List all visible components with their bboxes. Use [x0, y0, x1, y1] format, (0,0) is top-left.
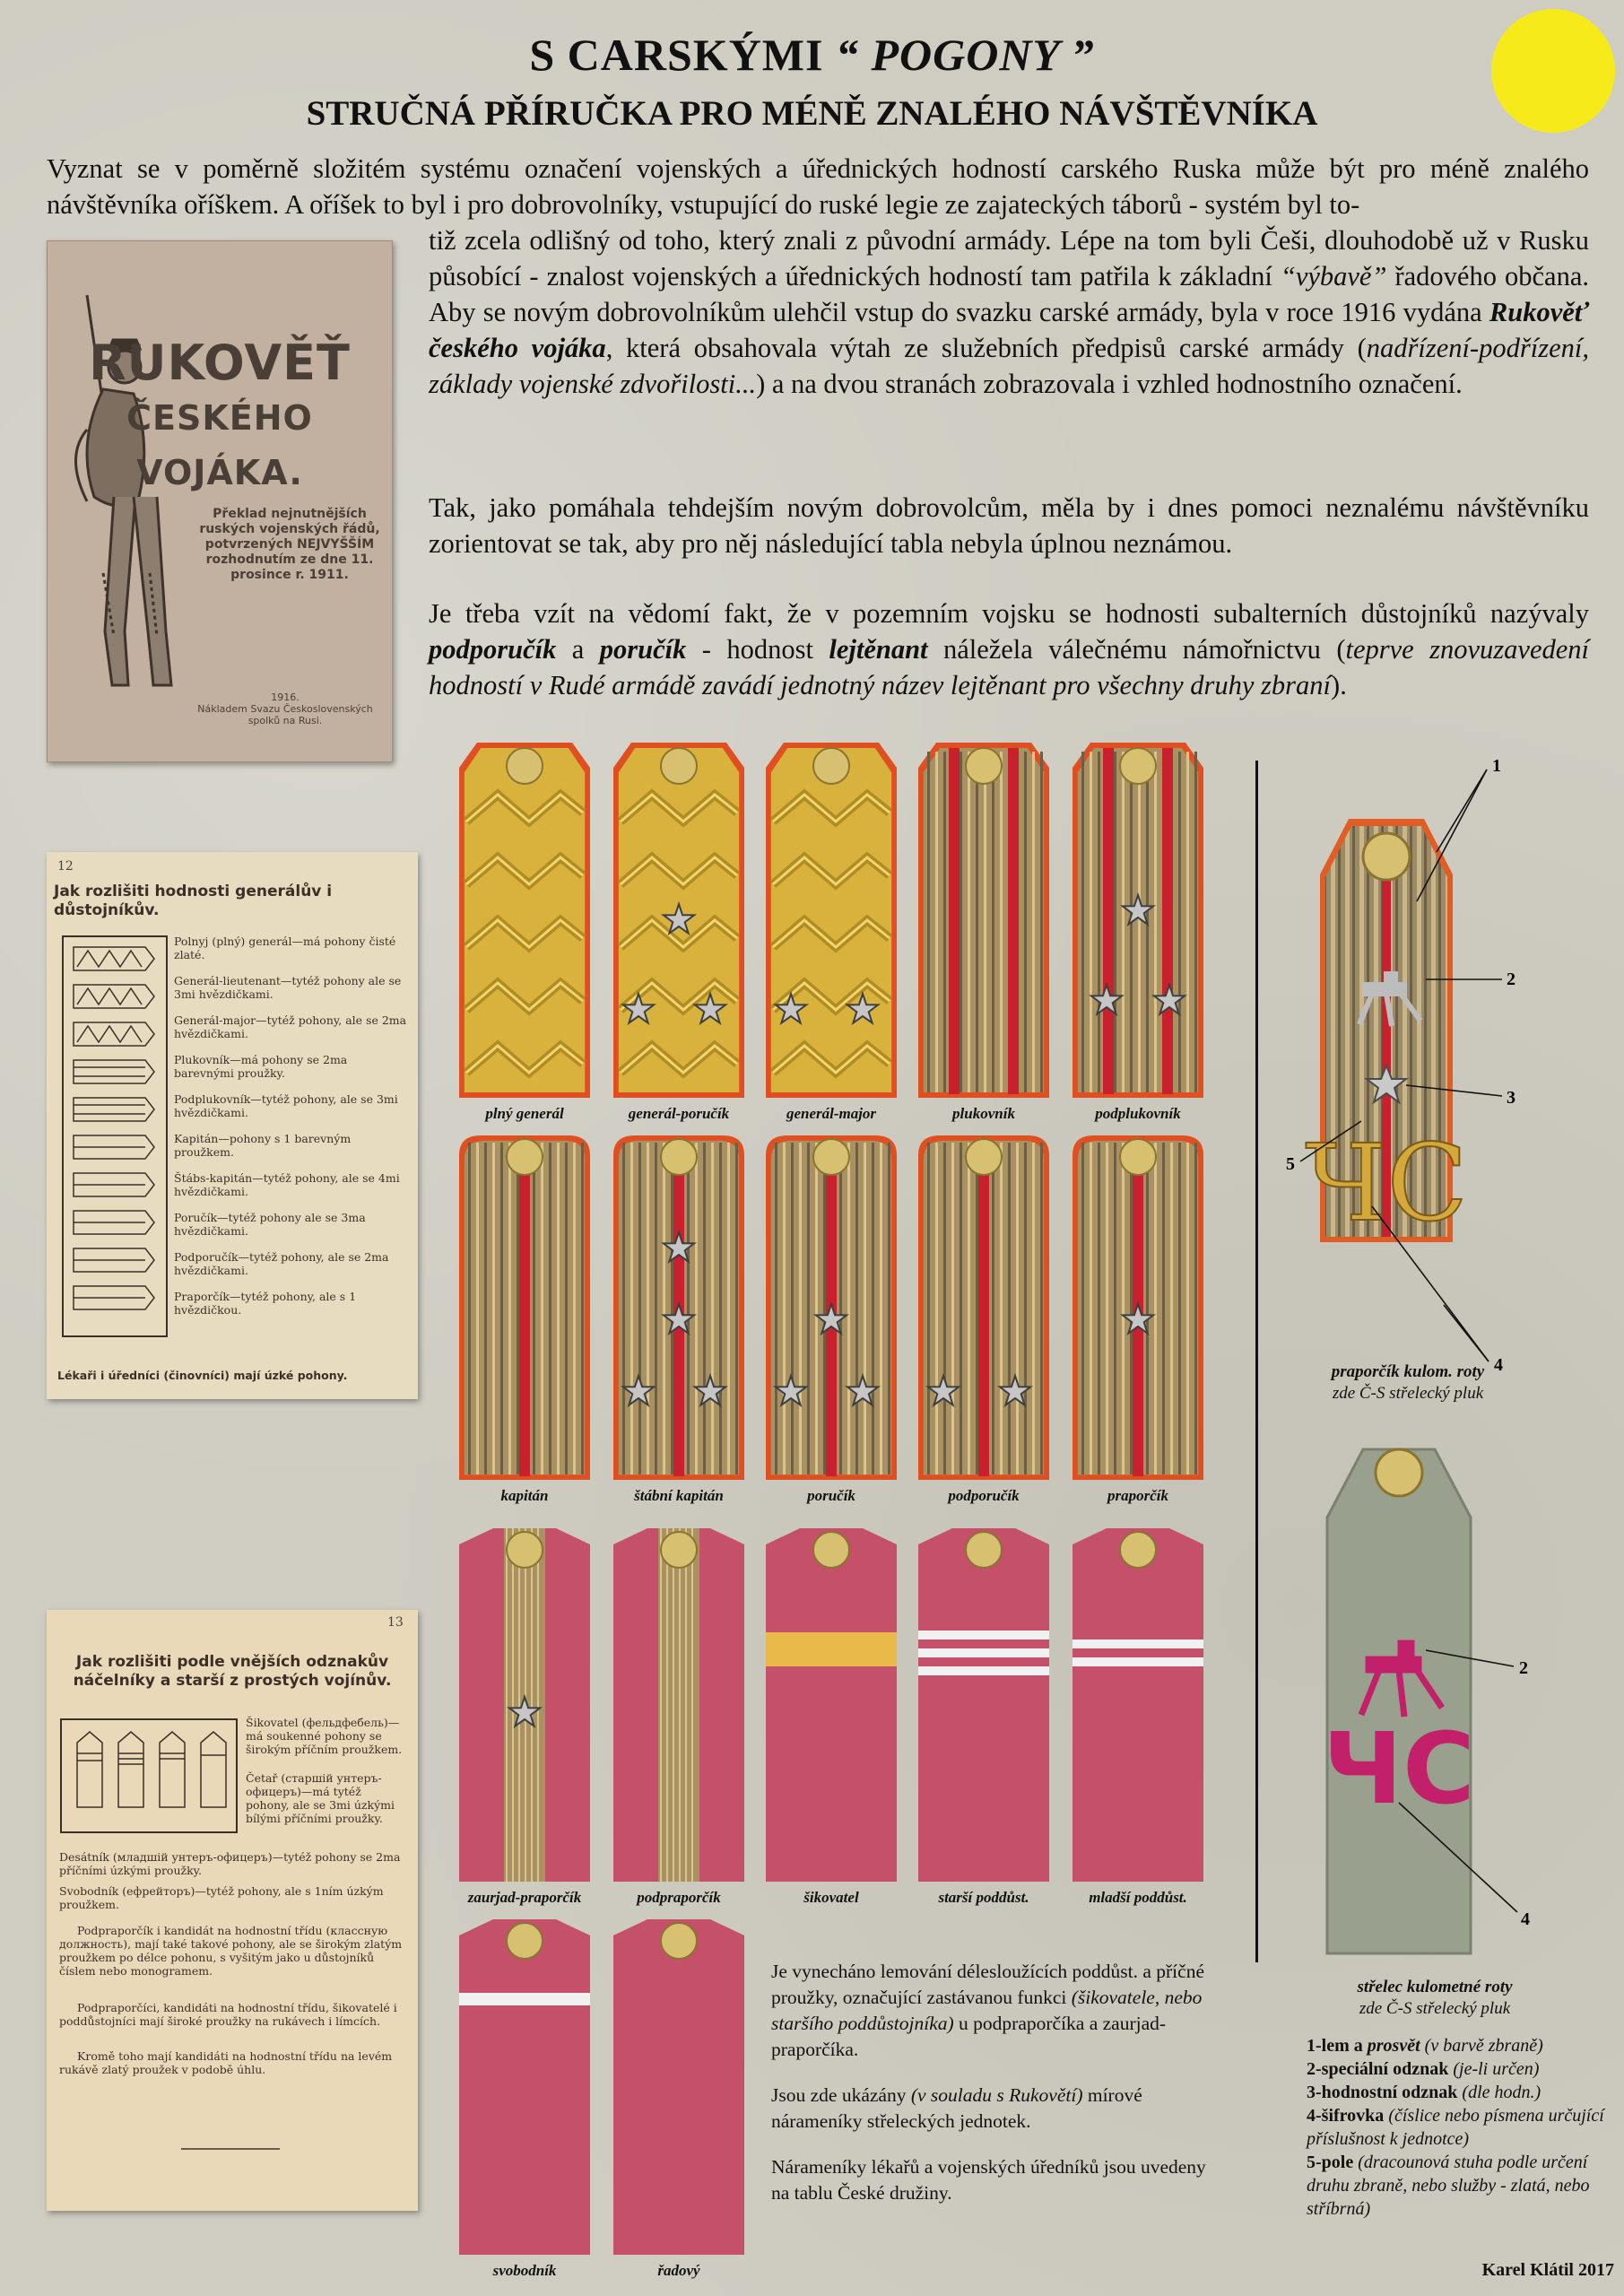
button-icon — [507, 1532, 543, 1568]
epaulette — [457, 1916, 592, 2257]
page13-line: Podpraporčík i kandidát na hodnostní třídu (классную должность), mají také takové pohony, ale se širokým zlatým proužkem po délce pohonu, s vyšitým jako u důstojníků číslem nebo monogramem. — [59, 1924, 403, 1978]
detail-epaulette-praporcik — [1273, 744, 1569, 1408]
book-cover-publisher: 1916. Nákladem Svazu Československých spolků na Rusi. — [197, 691, 373, 726]
rank-label: podpraporčík — [637, 1889, 721, 1906]
intro-paragraph-1: Vyznat se v poměrně složitém systému označení vojenských a úřednických hodností carského Ruska může být pro méně znalého návštěvníka oříškem. A oříšek to byl i pro dobrovolníky, vstupující do ruské legie ze zajateckých táborů - systém byl to- — [47, 153, 1589, 220]
epaulette — [457, 741, 592, 1100]
epaulette — [457, 1525, 592, 1883]
epaulette — [764, 741, 899, 1100]
page13-line: Svobodník (ефрейторъ)—tytéž pohony, ale s 1ním úzkým proužkem. — [59, 1884, 384, 1911]
callout-1: 1 — [1492, 756, 1501, 776]
epaulette — [764, 1525, 899, 1883]
legend-item: 2-speciální odznak (je-li určen) — [1307, 2059, 1540, 2079]
button-icon — [1120, 1139, 1156, 1175]
page12-text-block — [174, 935, 409, 1318]
rank-label: zaurjad-praporčík — [467, 1889, 582, 1906]
note-paragraph: Jsou zde ukázány (v souladu s Rukovětí) mírové nárameníky střeleckých jednotek. — [771, 2084, 1142, 2132]
rank-label: svobodník — [492, 2262, 557, 2279]
epaulette — [612, 1916, 746, 2257]
epaulette-field — [1327, 1449, 1471, 1953]
rank-label: plný generál — [485, 1105, 564, 1122]
page12-line: Podporučík—tytéž pohony, ale se 2ma hvězdičkami. — [174, 1250, 389, 1277]
button-icon — [507, 748, 543, 784]
epaulette — [1071, 741, 1205, 1100]
rank-label: generál-poručík — [628, 1105, 730, 1122]
button-icon — [661, 748, 697, 784]
book-cover-title: RUKOVĚŤ ČESKÉHO VOJÁKA. — [89, 335, 351, 492]
page12-line: Generál-lieutenant—tytéž pohony ale se 3mi hvězdičkami. — [174, 974, 402, 1001]
button-icon — [661, 1923, 697, 1959]
button-icon — [1376, 1449, 1422, 1496]
button-icon — [661, 1139, 697, 1175]
page13-line: Četař (старшій унтеръ-офицеръ)—má tytéž pohony, ale se 3mi úzkými bílými příčními proužky. — [246, 1771, 395, 1825]
unit-cipher: ЧС — [1305, 1121, 1468, 1245]
intro-paragraph-1-cont: tiž zcela odlišný od toho, který znali z původní armády. Lépe na tom byli Češi, dlouhodobě už v Rusku působící - znalost vojenských a úřednických hodností tam patřila k základní “výbavě” řadového občana. Aby se novým dobrovolníkům ulehčil vstup do svazku carské armády, byla v roce 1916 vydána Rukověť českého vojáka, která obsahovala výtah ze služebních předpisů carské armády (nadřízení-podřízení, základy vojenské zdvořilosti...) a na dvou stranách zobrazovala i vzhled hodnostního označení. — [429, 225, 1589, 399]
epaulette — [457, 1132, 592, 1482]
page13-line: Šikovatel (фельдфебель)—má soukenné pohony se širokým příčním proužkem. — [246, 1716, 403, 1756]
page12-footer: Lékaři i úředníci (činovníci) mají úzké pohony. — [57, 1369, 348, 1382]
epaulette — [1071, 1132, 1205, 1482]
epaulette — [1071, 1525, 1205, 1883]
epaulette — [916, 1132, 1051, 1482]
callout-2: 2 — [1519, 1658, 1528, 1678]
epaulette — [612, 1132, 746, 1482]
button-icon — [1120, 1532, 1156, 1568]
legend-item: 4-šifrovka (číslice nebo písmena určující příslušnost k jednotce) — [1307, 2106, 1604, 2149]
callout-4: 4 — [1521, 1909, 1530, 1929]
rank-label: generál-major — [786, 1105, 877, 1122]
button-icon — [661, 1532, 697, 1568]
rank-label: kapitán — [500, 1487, 549, 1504]
page12-line: Generál-major—tytéž pohony, ale se 2ma hvězdičkami. — [174, 1013, 407, 1040]
button-icon — [966, 1532, 1002, 1568]
rank-label: starší poddůst. — [938, 1889, 1029, 1906]
button-icon — [966, 1139, 1002, 1175]
intro-paragraph-3: Je třeba vzít na vědomí fakt, že v pozemním vojsku se hodnosti subalterních důstojníků nazývaly podporučík a poručík - hodnost lejtěnant náleželа válečnému námořnictvu (teprve znovuzavedení hodností v Rudé armádě zavádí jednotný název lejtěnant pro všechny druhy zbraní). — [429, 598, 1590, 700]
rank-label: mladší poddůst. — [1089, 1889, 1187, 1906]
page13-heading: Jak rozlišiti podle vnějších odznakův náčelníky a starší z prostých vojínův. — [73, 1653, 392, 1690]
legend — [1307, 2034, 1611, 2221]
epaulette — [612, 741, 746, 1100]
button-icon — [1120, 748, 1156, 784]
epaulette — [612, 1525, 746, 1883]
page12-line: Plukovník—má pohony se 2ma barevnými proužky. — [174, 1053, 348, 1080]
page-number: 12 — [57, 859, 74, 874]
callout-4: 4 — [1494, 1355, 1503, 1375]
epaulette-sketches — [61, 935, 169, 1338]
handbook-page-12-image — [47, 852, 418, 1399]
button-icon — [966, 748, 1002, 784]
legend-item: 5-pole (dracounová stuha podle určení druhu zbraně, nebo služby - zlatá, nebo stříbrná) — [1307, 2152, 1590, 2219]
detail1-caption: praporčík kulom. roty zde Č-S střelecký pluk — [1331, 1362, 1485, 1403]
page-subtitle: STRUČNÁ PŘÍRUČKA PRO MÉNĚ ZNALÉHO NÁVŠTĚVNÍKA — [306, 94, 1318, 133]
rank-label: šikovatel — [803, 1889, 859, 1906]
page12-line: Kapitán—pohony s 1 barevným proužkem. — [174, 1132, 352, 1159]
page12-line: Štábs-kapitán—tytéž pohony, ale se 4mi hvězdičkami. — [174, 1171, 400, 1198]
book-cover-image — [47, 240, 393, 762]
button-icon — [507, 1923, 543, 1959]
page12-heading: Jak rozlišiti hodnosti generálův i důstojníkův. — [54, 883, 333, 919]
legend-item: 3-hodnostní odznak (dle hodn.) — [1307, 2083, 1541, 2102]
intro-paragraph-2: Tak, jako pomáhala tehdejším novým dobrovolcům, měla by i dnes pomoci neznalému návštěvníku zorientovat se tak, aby pro něj následující tabla nebyla úplnou neznámou. — [429, 492, 1589, 559]
epaulette — [916, 1525, 1051, 1883]
page12-line: Polnyj (plný) generál—má pohony čisté zlaté. — [174, 935, 396, 961]
rank-label: praporčík — [1107, 1487, 1168, 1504]
legend-item: 1-lem a prosvět (v barvě zbraně) — [1307, 2036, 1543, 2056]
button-icon — [507, 1139, 543, 1175]
rank-label: plukovník — [952, 1105, 1015, 1122]
note-paragraph: Je vynecháno lemování délesloužících poddůst. a příčné proužky, označující zastávanou funkci (šikovatele, nebo staršího poddůstojníka) u podpraporčíka a zaurjad-praporčíka. — [771, 1961, 1204, 2060]
book-cover-subtitle: Překlad nejnutnějších ruských vojenských řádů, potvrzených NEJVYŠŠÍM rozhodnutím ze dne 11. prosince r. 1911. — [199, 507, 380, 582]
rank-label: řadový — [657, 2262, 700, 2279]
page-title: S CARSKÝMI “ POGONY ” — [529, 30, 1095, 80]
rank-label: štábní kapitán — [634, 1487, 724, 1504]
rank-label: podporučík — [948, 1487, 1020, 1504]
page13-line: Desátník (младшій унтеръ-офицеръ)—tytéž pohony se 2ma příčními úzkými proužky. — [59, 1850, 401, 1877]
callout-5: 5 — [1286, 1154, 1295, 1174]
rank-label: podplukovník — [1095, 1105, 1181, 1122]
page-number: 13 — [387, 1615, 404, 1630]
page13-line: Podpraporčíci, kandidáti na hodnostní třídu, šikovatelé i poddůstojníci mají široké proužky na rukávech i límcích. — [59, 2001, 397, 2028]
callout-3: 3 — [1507, 1088, 1515, 1108]
rank-label: poručík — [807, 1487, 855, 1504]
note-paragraph: Nárameníky lékařů a vojenských úředníků jsou uvedeny na tablu České družiny. — [771, 2156, 1206, 2204]
button-icon — [1363, 833, 1410, 880]
page13-line: Kromě toho mají kandidáti na hodnostní třídu na levém rukávě zlatý proužek v podobě úhlu. — [59, 2049, 393, 2076]
handbook-page-13-image — [47, 1610, 418, 2211]
callout-2: 2 — [1507, 970, 1515, 989]
notes-block — [771, 1959, 1220, 2206]
button-icon — [813, 1139, 849, 1175]
epaulette-sketches — [59, 1718, 239, 1834]
epaulette — [764, 1132, 899, 1482]
author-credit: Karel Klátil 2017 — [1481, 2260, 1614, 2280]
page12-line: Poručík—tytéž pohony ale se 3ma hvězdičkami. — [174, 1211, 366, 1238]
button-icon — [813, 1532, 849, 1568]
detail2-caption: střelec kulometné roty zde Č-S střelecký pluk — [1357, 1978, 1513, 2018]
epaulette — [916, 741, 1051, 1100]
unit-cipher: ЧС — [1323, 1711, 1475, 1826]
divider — [181, 2148, 280, 2150]
detail-epaulette-strelec — [1291, 1435, 1587, 1973]
vertical-divider — [1255, 761, 1258, 1962]
page12-line: Praporčík—tytéž pohony, ale s 1 hvězdičkou. — [174, 1290, 357, 1317]
page12-line: Podplukovník—tytéž pohony, ale se 3mi hvězdičkami. — [174, 1092, 398, 1119]
button-icon — [813, 748, 849, 784]
